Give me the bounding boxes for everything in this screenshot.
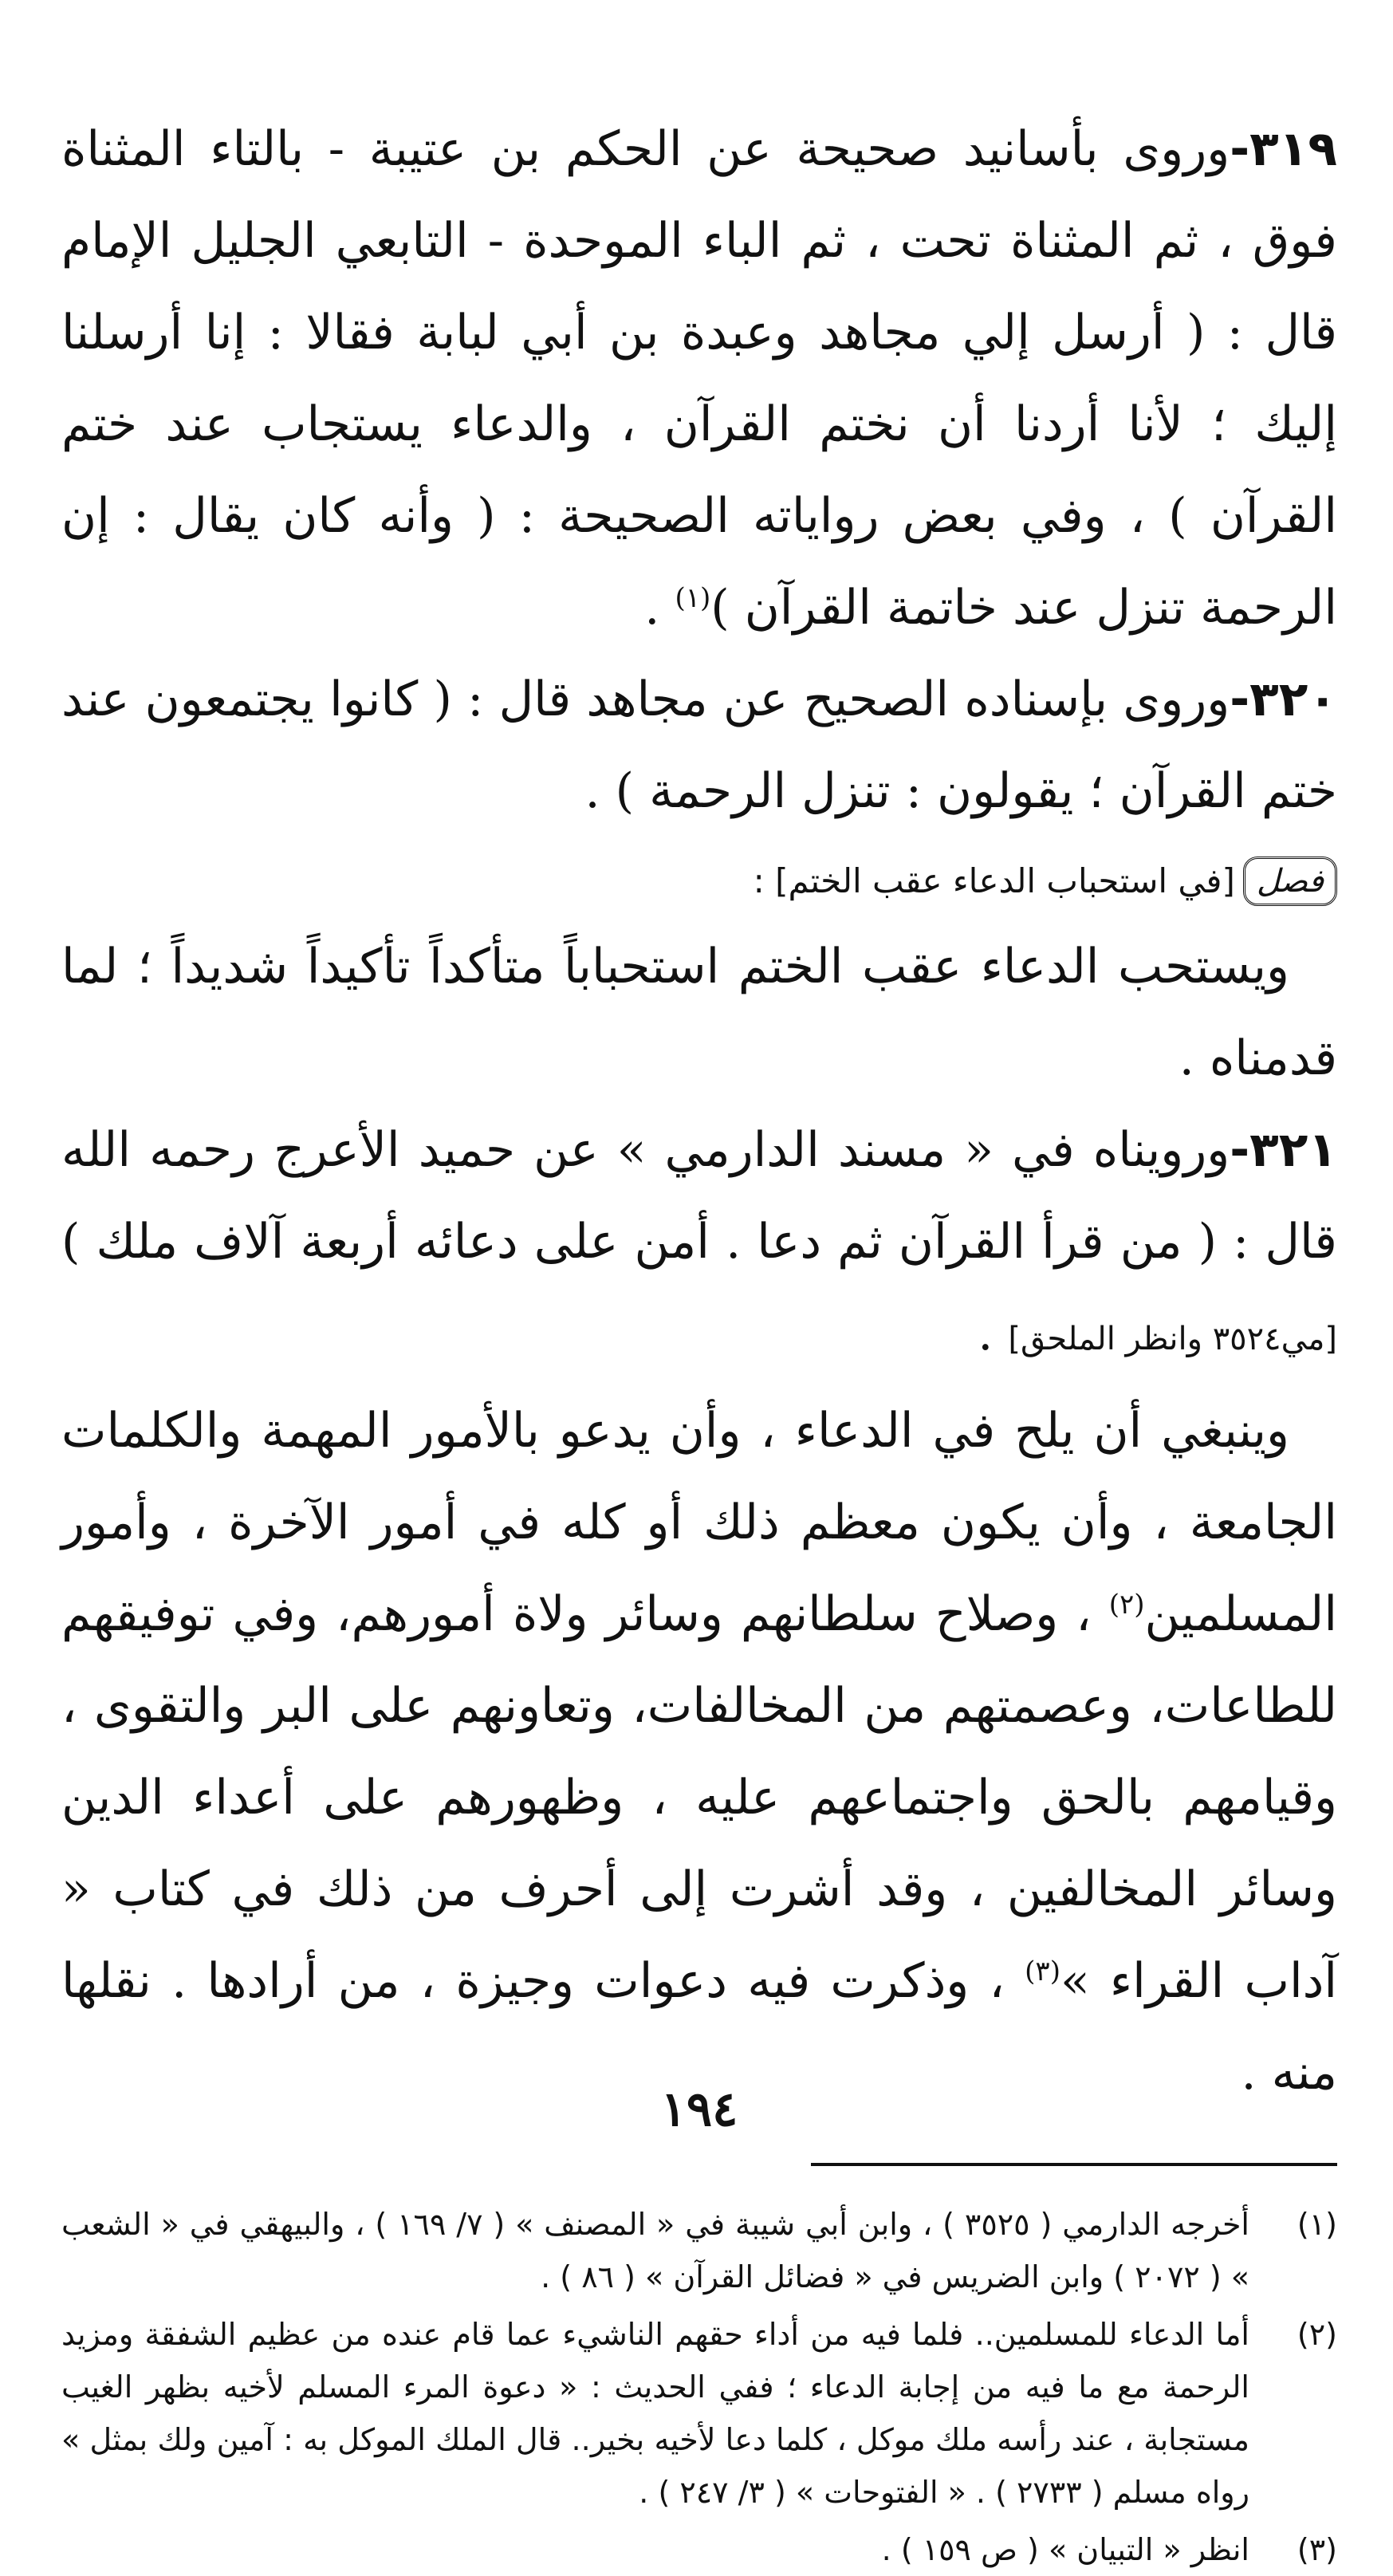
footnote-ref[interactable]: (١) — [675, 582, 711, 614]
hadith-number: ٣١٩- — [1230, 121, 1337, 177]
footnote-ref[interactable]: (٢) — [1108, 1589, 1145, 1621]
footnote-text: أما الدعاء للمسلمين.. فلما فيه من أداء حقهم الناشيء عما قام عنده من عظيم الشفقة ومزيد الرحمة مع ما فيه من إجابة الدعاء ؛ ففي الحديث : « دعوة المرء المسلم لأخيه بظهر الغيب مستجابة ، عند رأسه ملك موكل ، كلما دعا لأخيه بخير.. قال الملك الموكل به : آمين ولك بمثل » رواه مسلم ( ٢٧٣٣ ) . « الفتوحات » ( ٣/ ٢٤٧ ) . — [61, 2317, 1249, 2510]
footnote-3 — [61, 2523, 1337, 2576]
footnote-divider — [811, 2163, 1337, 2166]
section-title: [في استحباب الدعاء عقب الختم] : — [753, 861, 1235, 900]
paragraph-text: وروى بإسناده الصحيح عن مجاهد قال : ( كانوا يجتمعون عند ختم القرآن ؛ يقولون : تنزل الرحمة ) . — [61, 672, 1337, 819]
book-page — [61, 104, 1338, 2567]
paragraph-text: ، وذكرت فيه دعوات وجيزة ، من أرادها . نقلها منه . — [61, 1953, 1337, 2101]
footnote-number: (١) — [1297, 2207, 1337, 2242]
footnotes — [61, 2198, 1337, 2576]
footnote-text: أخرجه الدارمي ( ٣٥٢٥ ) ، وابن أبي شيبة في « المصنف » ( ٧/ ١٦٩ ) ، والبيهقي في « الشعب » ( ٢٠٧٢ ) وابن الضريس في « فضائل القرآن » ( ٨٦ ) . — [61, 2207, 1249, 2294]
footnote-1 — [61, 2198, 1337, 2303]
footnote-text: انظر « التبيان » ( ص ١٥٩ ) . — [881, 2532, 1249, 2567]
paragraph-320 — [61, 654, 1337, 837]
page-number: ١٩٤ — [660, 2082, 738, 2137]
paragraph-text: وروى بأسانيد صحيحة عن الحكم بن عتيبة - بالتاء المثناة فوق ، ثم المثناة تحت ، ثم الباء الموحدة - التابعي الجليل الإمام قال : ( أرسل إلي مجاهد وعبدة بن أبي لبابة فقالا : إنا أرسلنا إليك ؛ لأنا أردنا أن نختم القرآن ، والدعاء يستجاب عند ختم القرآن ) ، وفي بعض رواياته الصحيحة : ( وأنه كان يقال : إن الرحمة تنزل عند خاتمة القرآن ) — [61, 121, 1337, 636]
paragraph-text: ، وصلاح سلطانهم وسائر ولاة أمورهم، وفي توفيقهم للطاعات، وعصمتهم من المخالفات، وتعاونهم على البر والتقوى ، وقيامهم بالحق واجتماعهم عليه ، وظهورهم على أعداء الدين وسائر المخالفين ، وقد أشرت إلى أحرف من ذلك في كتاب « آداب القراء » — [61, 1586, 1338, 2009]
paragraph-319 — [61, 104, 1337, 654]
source-reference: [مي٣٥٢٤ وانظر الملحق] — [1008, 1321, 1337, 1357]
paragraph-end: . — [644, 580, 675, 636]
paragraph-text: ويستحب الدعاء عقب الختم استحباباً متأكداً تأكيداً شديداً ؛ لما قدمناه . — [61, 939, 1337, 1086]
paragraph-end: . — [978, 1306, 1009, 1361]
footnote-2 — [61, 2308, 1337, 2519]
fasl-ornament: فصل — [1243, 857, 1337, 906]
hadith-number: ٣٢١- — [1230, 1122, 1337, 1178]
paragraph-text: ورويناه في « مسند الدارمي » عن حميد الأعرج رحمه الله قال : ( من قرأ القرآن ثم دعا . أمن على دعائه أربعة آلاف ملك ) — [61, 1122, 1337, 1270]
footnote-number: (٢) — [1297, 2317, 1337, 2352]
paragraph-text: وينبغي أن يلح في الدعاء ، وأن يدعو بالأمور المهمة والكلمات الجامعة ، وأن يكون معظم ذلك أو كله في أمور الآخرة ، وأمور المسلمين — [61, 1403, 1338, 1642]
footnote-number: (٣) — [1297, 2532, 1337, 2567]
paragraph-yanbaghi — [61, 1385, 1337, 2119]
paragraph-istihbab — [61, 921, 1337, 1105]
footnote-ref[interactable]: (٣) — [1025, 1956, 1060, 1987]
main-text — [61, 104, 1337, 2119]
section-heading — [61, 849, 1337, 913]
paragraph-321 — [61, 1105, 1337, 1385]
hadith-number: ٣٢٠- — [1230, 672, 1337, 727]
